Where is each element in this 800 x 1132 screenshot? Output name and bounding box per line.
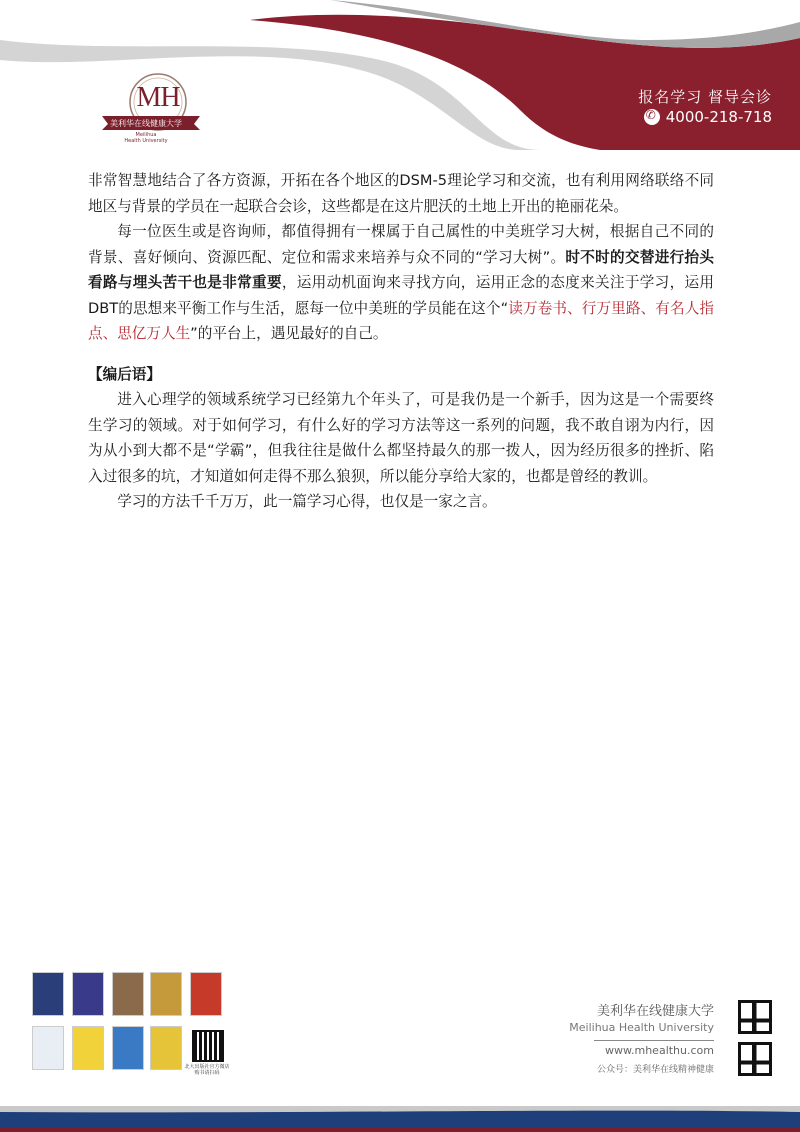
- header-slogan: 报名学习 督导会诊: [638, 88, 772, 106]
- qr-caption-line-2: 购书请扫码: [194, 1070, 220, 1076]
- book-cover: [72, 972, 104, 1016]
- logo-en-line-1: Meilihua: [135, 132, 157, 138]
- phone-number: 4000-218-718: [665, 108, 772, 126]
- shop-qr-code-icon[interactable]: [192, 1030, 224, 1062]
- footer-divider: [594, 1040, 714, 1041]
- book-cover: [32, 1026, 64, 1070]
- mh-logo: [92, 68, 200, 146]
- footer-band-graphic: [0, 1098, 800, 1132]
- article-body: [88, 168, 714, 515]
- section-title: 【编后语】: [88, 365, 161, 383]
- university-name-block: [569, 1000, 714, 1034]
- website-url[interactable]: www.mhealthu.com: [605, 1044, 714, 1057]
- book-cover: [150, 1026, 182, 1070]
- book-cover: [112, 972, 144, 1016]
- paragraph-2-text-a: 每一位医生或是咨询师，都值得拥有一棵属于自己属性的中美班学习大树，根据自己不同的背景、喜好倾向、资源匹配、定位和需求来培养与众不同的“学习大树”。: [88, 223, 714, 266]
- logo-en-line-2: Health University: [124, 138, 168, 144]
- university-name-cn: 美利华在线健康大学: [596, 1004, 714, 1019]
- paragraph-2-emphasis: 时不时的交替进行抬头看路与埋头苦干也是非常重要: [88, 248, 714, 291]
- qr-caption-line-1: 北大出版社官方微店: [184, 1064, 230, 1070]
- book-cover: [32, 972, 64, 1016]
- book-cover: [150, 972, 182, 1016]
- book-cover: [112, 1026, 144, 1070]
- wechat-qr-code-icon[interactable]: [738, 1042, 772, 1076]
- qr-caption: [182, 1064, 232, 1076]
- book-showcase: [30, 972, 230, 1082]
- logo-mark-text: MH: [136, 82, 180, 113]
- paragraph-2: [88, 219, 714, 347]
- university-name-en: Meilihua Health University: [569, 1021, 714, 1034]
- logo-cn-text: 美利华在线健康大学: [110, 119, 182, 128]
- logo-en-text: [122, 132, 170, 144]
- book-cover: [190, 972, 222, 1016]
- wechat-account: 公众号：美利华在线精神健康: [596, 1065, 714, 1075]
- paragraph-2-highlight: 读万卷书、行万里路、有名人指点、思亿万人生: [88, 299, 714, 342]
- page-header: [0, 0, 800, 150]
- phone-icon: [644, 109, 660, 125]
- paragraph-3: 进入心理学的领域系统学习已经第九个年头了，可是我仍是一个新手，因为这是一个需要终生学习的领域。对于如何学习，有什么好的学习方法等这一系列的问题，我不敢自诩为内行，因为从小到大都不是“学霸”，但我往往是做什么都坚持最久的那一拨人，因为经历很多的挫折、陷入过很多的坑，才知道如何走得不那么狼狈，所以能分享给大家的，也都是曾经的教训。: [88, 391, 714, 485]
- website-qr-code-icon[interactable]: [738, 1000, 772, 1034]
- paragraph-1: 非常智慧地结合了各方资源，开拓在各个地区的DSM-5理论学习和交流，也有利用网络联络不同地区与背景的学员在一起联合会诊，这些都是在这片肥沃的土地上开出的艳丽花朵。: [88, 172, 714, 215]
- header-phone: [644, 108, 772, 126]
- book-cover: [72, 1026, 104, 1070]
- paragraph-4: 学习的方法千千万万，此一篇学习心得，也仅是一家之言。: [117, 493, 497, 510]
- paragraph-2-text-b: ，运用动机面询来寻找方向，运用正念的态度来关注于学习，运用DBT的思想来平衡工作与生活，愿每一位中美班的学员能在这个“: [88, 274, 714, 317]
- paragraph-2-text-c: ”的平台上，遇见最好的自己。: [190, 325, 388, 342]
